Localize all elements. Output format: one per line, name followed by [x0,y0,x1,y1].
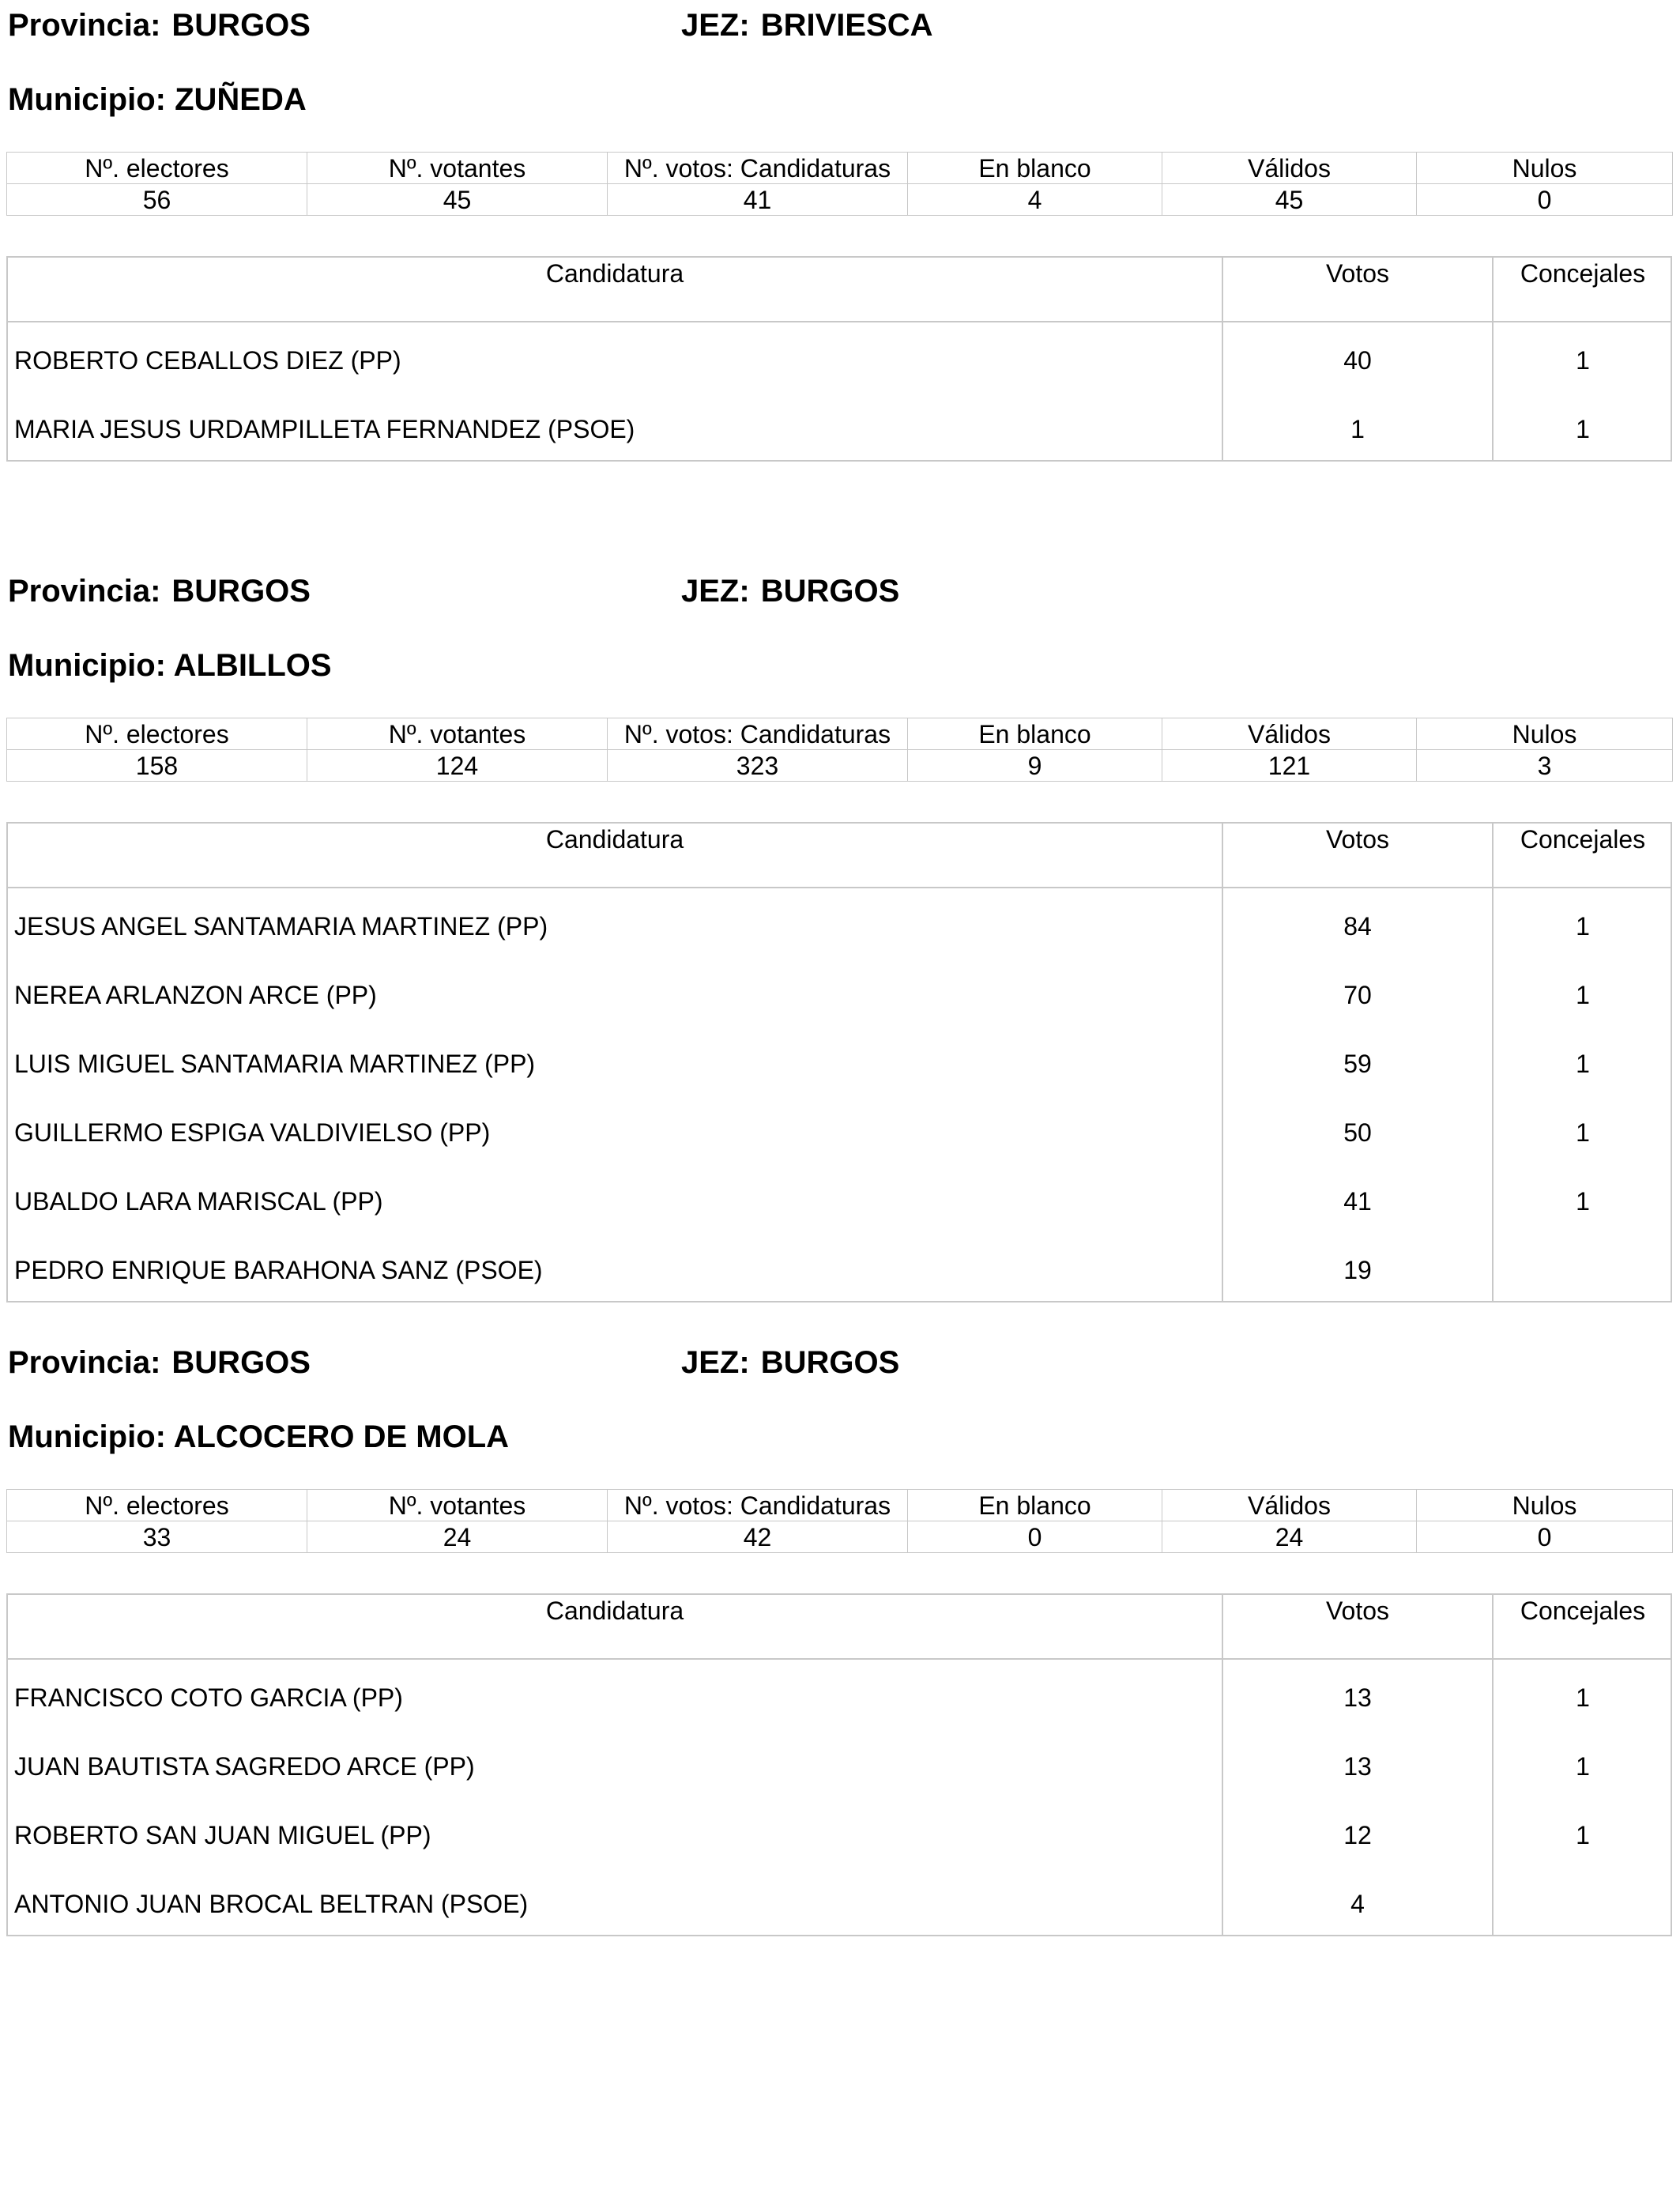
stats-value: 124 [307,750,608,782]
candidate-concejales: 1 [1576,415,1590,443]
candidate-name: ANTONIO JUAN BROCAL BELTRAN (PSOE) [14,1890,529,1918]
municipio-value: ALBILLOS [173,648,332,683]
table-row [8,1797,1671,1866]
candidate-concejales: 1 [1576,1050,1590,1078]
candidatura-header: Candidatura [545,825,684,854]
candidate-votos: 4 [1350,1890,1365,1918]
stats-value: 0 [1417,1521,1673,1553]
stats-header: En blanco [908,718,1162,750]
candidate-concejales: 1 [1576,1118,1590,1147]
stats-value: 0 [908,1521,1162,1553]
provincia-value: BURGOS [171,8,311,43]
stats-header: En blanco [908,1490,1162,1521]
candidate-name: JESUS ANGEL SANTAMARIA MARTINEZ (PP) [14,912,548,941]
candidates-table [6,822,1672,1302]
jez-label: JEZ: [681,8,750,43]
candidates-table [6,1593,1672,1936]
candidate-votos: 12 [1343,1821,1372,1849]
stats-value: 41 [608,184,908,216]
candidate-votos: 70 [1343,981,1372,1009]
candidate-concejales: 1 [1576,346,1590,375]
jez-value: BURGOS [760,574,900,609]
votos-header: Votos [1325,259,1390,288]
candidate-votos: 13 [1343,1752,1372,1781]
concejales-header: Concejales [1520,1596,1646,1625]
stats-table [6,1489,1673,1553]
provincia-line [8,574,311,609]
table-row [8,1866,1671,1935]
jez-value: BRIVIESCA [760,8,933,43]
candidate-votos: 19 [1343,1256,1372,1284]
municipio-value: ALCOCERO DE MOLA [173,1419,510,1454]
table-row [8,1026,1671,1095]
jez-value: BURGOS [760,1345,900,1380]
table-row [8,888,1671,957]
candidates-header [8,1595,1671,1660]
stats-header: Nº. votantes [307,718,608,750]
candidate-concejales: 1 [1576,912,1590,941]
provincia-line [8,1345,311,1381]
table-row [8,1232,1671,1301]
stats-value: 24 [1162,1521,1417,1553]
stats-header: Válidos [1162,153,1417,184]
stats-value: 0 [1417,184,1673,216]
candidate-votos: 40 [1343,346,1372,375]
stats-table [6,152,1673,216]
table-row [8,1095,1671,1163]
jez-label: JEZ: [681,574,750,609]
jez-line [681,8,933,43]
stats-header: Nº. electores [7,153,307,184]
candidates-header [8,824,1671,888]
candidate-name: NEREA ARLANZON ARCE (PP) [14,981,377,1009]
stats-value: 9 [908,750,1162,782]
candidate-name: JUAN BAUTISTA SAGREDO ARCE (PP) [14,1752,475,1781]
candidate-votos: 84 [1343,912,1372,941]
stats-value: 33 [7,1521,307,1553]
municipio-line [8,82,307,118]
stats-value: 121 [1162,750,1417,782]
municipio-label: Municipio: [8,82,166,117]
candidates-table [6,256,1672,462]
table-row [8,957,1671,1026]
provincia-value: BURGOS [171,1345,311,1380]
candidate-votos: 41 [1343,1187,1372,1216]
provincia-label: Provincia: [8,1345,161,1380]
candidate-name: MARIA JESUS URDAMPILLETA FERNANDEZ (PSOE) [14,415,635,443]
candidate-name: UBALDO LARA MARISCAL (PP) [14,1187,383,1216]
candidate-concejales: 1 [1576,1683,1590,1712]
municipio-line [8,1419,509,1455]
votos-header: Votos [1325,1596,1390,1625]
municipio-value: ZUÑEDA [175,82,307,117]
stats-header: Nulos [1417,718,1673,750]
candidate-votos: 13 [1343,1683,1372,1712]
stats-value: 4 [908,184,1162,216]
stats-header: Nº. electores [7,718,307,750]
municipio-line [8,648,332,684]
stats-header: Válidos [1162,718,1417,750]
table-row [8,1163,1671,1232]
table-row [8,322,1671,391]
stats-value: 45 [1162,184,1417,216]
stats-value-row [7,184,1673,216]
table-row [8,1728,1671,1797]
stats-value: 323 [608,750,908,782]
candidates-header [8,258,1671,322]
stats-header: Nulos [1417,1490,1673,1521]
stats-header: Nº. votos: Candidaturas [608,718,908,750]
stats-value: 24 [307,1521,608,1553]
concejales-header: Concejales [1520,825,1646,854]
stats-header-row [7,1490,1673,1521]
votos-header: Votos [1325,825,1390,854]
candidatura-header: Candidatura [545,259,684,288]
provincia-label: Provincia: [8,574,161,609]
stats-header: Nº. votantes [307,153,608,184]
candidate-name: ROBERTO SAN JUAN MIGUEL (PP) [14,1821,431,1849]
table-row [8,391,1671,460]
stats-value: 3 [1417,750,1673,782]
stats-value: 42 [608,1521,908,1553]
candidate-votos: 59 [1343,1050,1372,1078]
municipio-label: Municipio: [8,648,166,683]
stats-header-row [7,153,1673,184]
jez-label: JEZ: [681,1345,750,1380]
candidate-name: LUIS MIGUEL SANTAMARIA MARTINEZ (PP) [14,1050,536,1078]
candidate-votos: 50 [1343,1118,1372,1147]
jez-line [681,1345,899,1381]
stats-header: Nº. votos: Candidaturas [608,1490,908,1521]
stats-value-row [7,750,1673,782]
stats-header-row [7,718,1673,750]
jez-line [681,574,899,609]
candidate-name: FRANCISCO COTO GARCIA (PP) [14,1683,403,1712]
provincia-value: BURGOS [171,574,311,609]
municipio-label: Municipio: [8,1419,166,1454]
candidate-votos: 1 [1350,415,1365,443]
stats-value: 45 [307,184,608,216]
stats-value-row [7,1521,1673,1553]
provincia-label: Provincia: [8,8,161,43]
stats-header: Nº. votos: Candidaturas [608,153,908,184]
candidate-concejales: 1 [1576,1187,1590,1216]
stats-value: 56 [7,184,307,216]
provincia-line [8,8,311,43]
candidate-name: GUILLERMO ESPIGA VALDIVIELSO (PP) [14,1118,491,1147]
candidate-concejales: 1 [1576,1821,1590,1849]
table-row [8,1660,1671,1728]
candidate-concejales: 1 [1576,1752,1590,1781]
stats-header: Nº. electores [7,1490,307,1521]
candidate-name: PEDRO ENRIQUE BARAHONA SANZ (PSOE) [14,1256,543,1284]
candidate-concejales: 1 [1576,981,1590,1009]
candidatura-header: Candidatura [545,1596,684,1625]
stats-header: En blanco [908,153,1162,184]
stats-header: Nulos [1417,153,1673,184]
concejales-header: Concejales [1520,259,1646,288]
stats-table [6,718,1673,782]
candidate-name: ROBERTO CEBALLOS DIEZ (PP) [14,346,401,375]
stats-header: Nº. votantes [307,1490,608,1521]
stats-header: Válidos [1162,1490,1417,1521]
stats-value: 158 [7,750,307,782]
